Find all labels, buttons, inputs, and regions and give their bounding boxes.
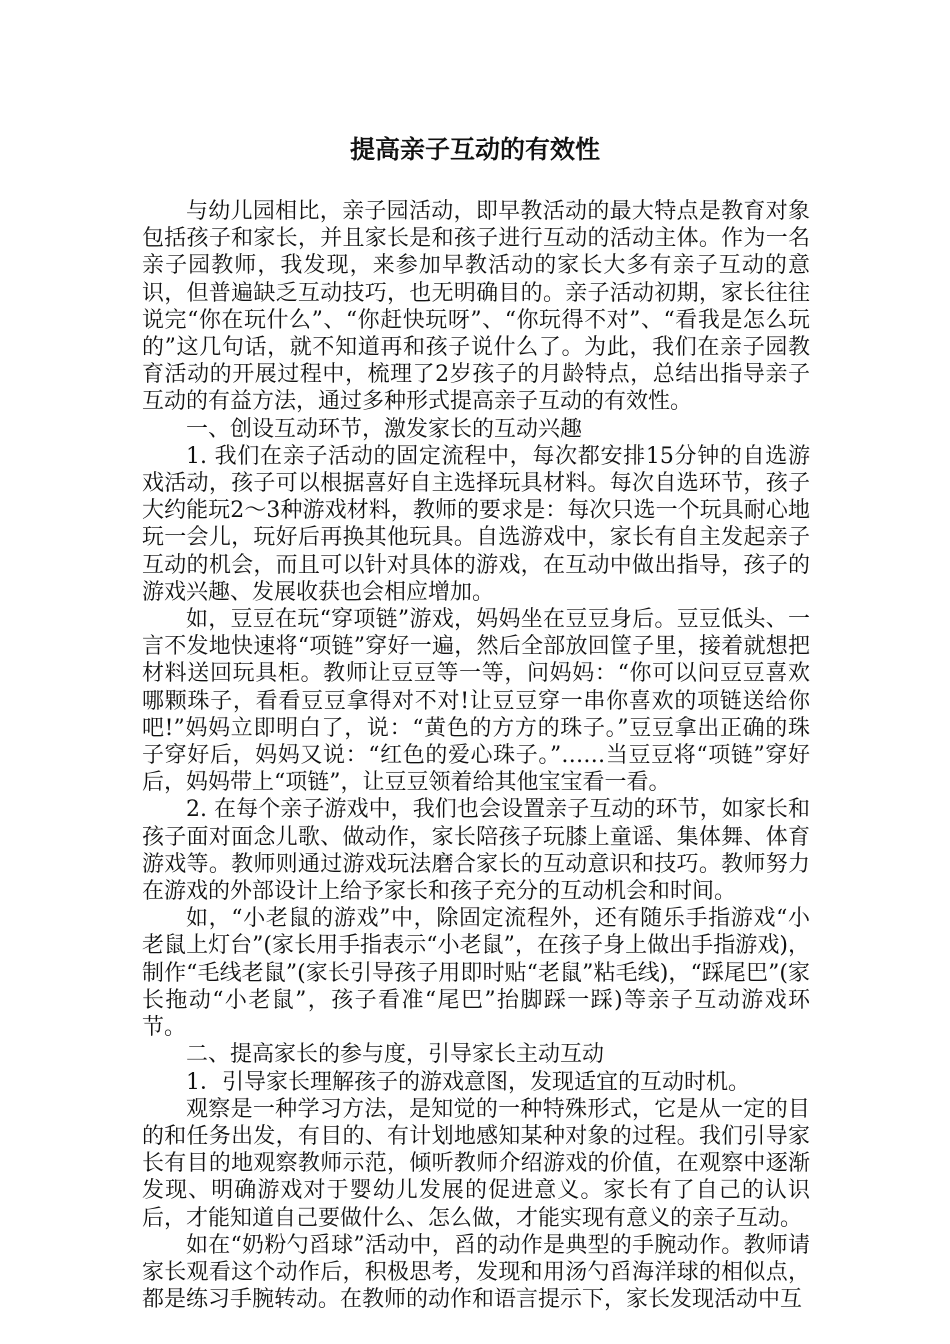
section-heading-2: 二、提高家长的参与度，引导家长主动互动: [186, 1042, 605, 1068]
paragraph-point-1: 1. 我们在亲子活动的固定流程中，每次都安排15分钟的自选游戏活动，孩子可以根据喜好自主选择玩具材料。每次自选环节，孩子大约能玩2～3种游戏材料，教师的要求是：每次只选一个玩具耐心地玩一会儿，玩好后再换其他玩具。自选游戏中，家长有自主发起亲子互动的机会，而且可以针对具体的游戏，在互动中做出指导，孩子的游戏兴趣、发展收获也会相应增加。: [142, 443, 810, 605]
paragraph-point-2: 2. 在每个亲子游戏中，我们也会设置亲子互动的环节，如家长和孩子面对面念儿歌、做动作，家长陪孩子玩膝上童谣、集体舞、体育游戏等。教师则通过游戏玩法磨合家长的互动意识和技巧。教师努力在游戏的外部设计上给予家长和孩子充分的互动机会和时间。: [142, 797, 810, 905]
paragraph-intro: 与幼儿园相比，亲子园活动，即早教活动的最大特点是教育对象包括孩子和家长，并且家长是和孩子进行互动的活动主体。作为一名亲子园教师，我发现，来参加早教活动的家长大多有亲子互动的意识，但普遍缺乏互动技巧，也无明确目的。亲子活动初期，家长往往说完“你在玩什么”、“你赶快玩呀”、“你玩得不对”、“看我是怎么玩的”这几句话，就不知道再和孩子说什么了。为此，我们在亲子园教育活动的开展过程中，梳理了2岁孩子的月龄特点，总结出指导亲子互动的有益方法，通过多种形式提高亲子互动的有效性。: [142, 199, 810, 415]
paragraph-observation: 观察是一种学习方法，是知觉的一种特殊形式，它是从一定的目的和任务出发，有目的、有计划地感知某种对象的过程。我们引导家长有目的地观察教师示范，倾听教师介绍游戏的价值，在观察中逐渐发现、明确游戏对于婴幼儿发展的促进意义。家长有了自己的认识后，才能知道自己要做什么、怎么做，才能实现有意义的亲子互动。: [142, 1096, 810, 1231]
paragraph-example-2: 如，“小老鼠的游戏”中，除固定流程外，还有随乐手指游戏“小老鼠上灯台”(家长用手指表示“小老鼠”，在孩子身上做出手指游戏)，制作“毛线老鼠”(家长引导孩子用即时贴“老鼠”粘毛线)，“踩尾巴”(家长拖动“小老鼠”，孩子看准“尾巴”抬脚踩一踩)等亲子互动游戏环节。: [142, 906, 810, 1041]
document-title: 提高亲子互动的有效性: [349, 135, 600, 164]
document-body: [142, 198, 810, 1313]
paragraph-subheading-1: 1．引导家长理解孩子的游戏意图，发现适宜的互动时机。: [186, 1069, 750, 1095]
section-heading-1: 一、创设互动环节，激发家长的互动兴趣: [186, 416, 583, 442]
paragraph-example-3: 如在“奶粉勺舀球”活动中，舀的动作是典型的手腕动作。教师请家长观看这个动作后，积极思考，发现和用汤勺舀海洋球的相似点，都是练习手腕转动。在教师的动作和语言提示下，家长发现活动中互: [142, 1232, 810, 1313]
paragraph-example-1: 如，豆豆在玩“穿项链”游戏，妈妈坐在豆豆身后。豆豆低头、一言不发地快速将“项链”穿好一遍，然后全部放回筐子里，接着就想把材料送回玩具柜。教师让豆豆等一等，问妈妈：“你可以问豆豆喜欢哪颗珠子，看看豆豆拿得对不对!让豆豆穿一串你喜欢的项链送给你吧!”妈妈立即明白了，说：“黄色的方方的珠子。”豆豆拿出正确的珠子穿好后，妈妈又说：“红色的爱心珠子。”……当豆豆将“项链”穿好后，妈妈带上“项链”，让豆豆领着给其他宝宝看一看。: [142, 607, 810, 796]
